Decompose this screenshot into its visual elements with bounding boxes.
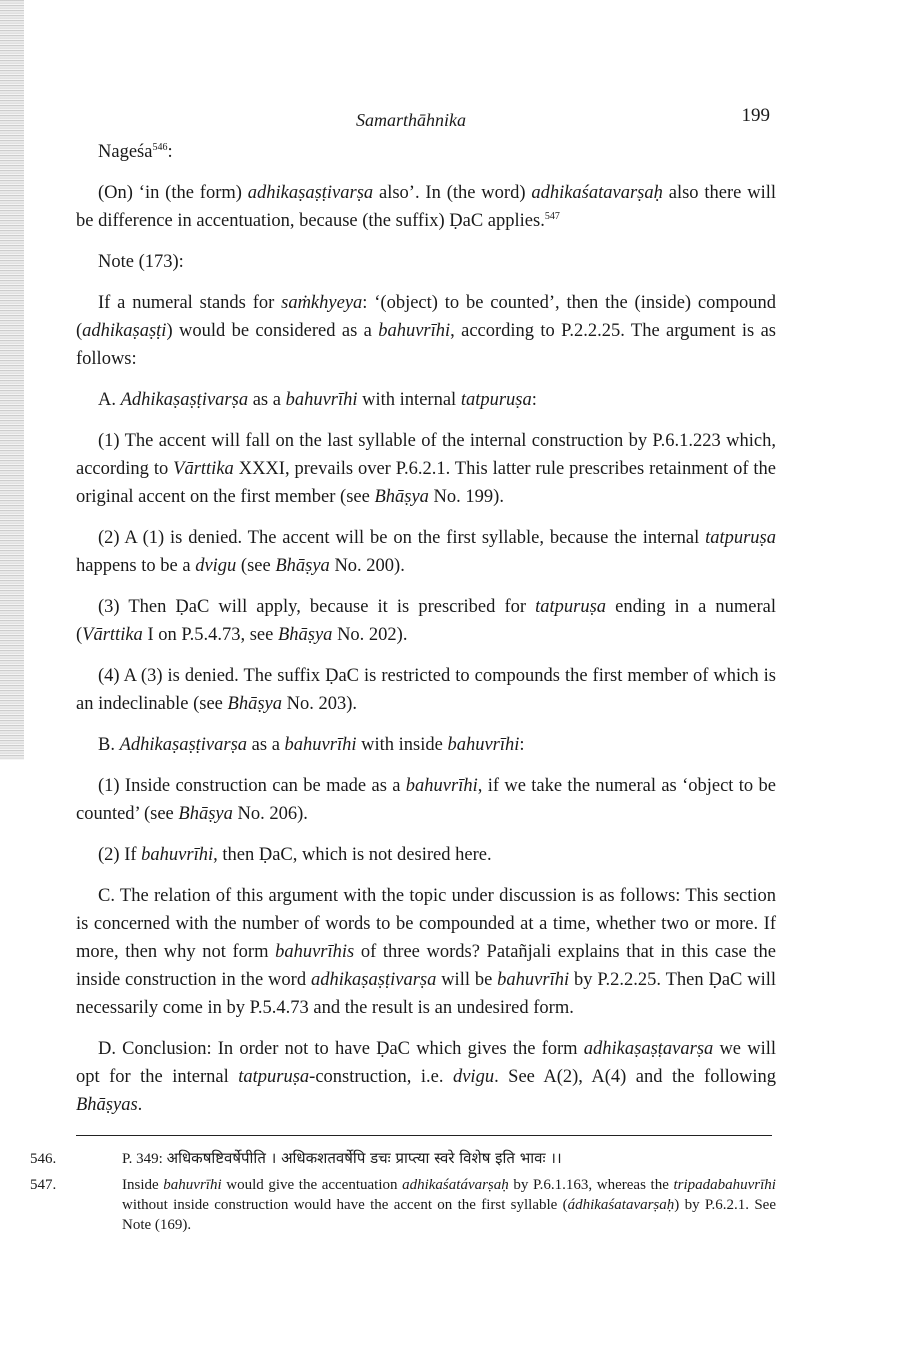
footnote-divider xyxy=(76,1135,772,1136)
section-a-heading: A. Adhikaṣaṣṭivarṣa as a bahuvrīhi with internal tatpuruṣa: xyxy=(98,390,537,410)
page-header xyxy=(76,98,776,138)
page-number: 199 xyxy=(741,105,770,126)
section-a-point-1: (1) The accent will fall on the last syllable of the internal construction by P.6.1.223 which, according to Vārttika XXXI, prevails over P.6.2.1. This latter rule prescribes retainment of the original accent on the first member (see Bhāṣya No. 199). xyxy=(76,431,777,507)
section-b-point-2: (2) If bahuvrīhi, then ḌaC, which is not desired here. xyxy=(98,845,492,865)
nagesa-heading: Nageśa$^{546}$: xyxy=(98,141,173,162)
footnote-ref-546[interactable]: 546 xyxy=(152,141,168,153)
note-heading: Note (173): xyxy=(98,252,184,272)
section-a-point-4: (4) A (3) is denied. The suffix ḌaC is restricted to compounds the first member of which is an indeclinable (see Bhāṣya No. 203). xyxy=(76,666,776,714)
page xyxy=(30,98,777,1241)
section-c: C. The relation of this argument with the topic under discussion is as follows: This section is concerned with the number of words to be compounded at a time, whether two or more. If more, then why not form bahuvrīhis of three words? Patañjali explains that in this case the inside construction in the word adhikaṣaṣṭivarṣa will be bahuvrīhi by P.2.2.25. Then ḌaC will necessarily come in by P.5.4.73 and the result is an undesired form. xyxy=(76,886,777,1018)
section-a-point-2: (2) A (1) is denied. The accent will be on the first syllable, because the internal tatpuruṣa happens to be a dvigu (see Bhāṣya No. 200). xyxy=(76,528,776,576)
paragraph-nagesa: (On) ‘in (the form) adhikaṣaṣṭivarṣa also’. In (the word) adhikaśatavarṣaḥ also there will be difference in accentuation, because (the suffix) ḌaC applies.$^{547}$ xyxy=(76,183,776,231)
scan-edge-shadow xyxy=(0,0,24,760)
footnote-ref-547[interactable]: 547 xyxy=(544,210,560,222)
paragraph-note: If a numeral stands for saṁkhyeya: ‘(object) to be counted’, then the (inside) compound (adhikaṣaṣṭi) would be considered as a bahuvrīhi, according to P.2.2.25. The argument is as follows: xyxy=(76,293,777,369)
section-b-heading: B. Adhikaṣaṣṭivarṣa as a bahuvrīhi with inside bahuvrīhi: xyxy=(98,735,525,755)
footnote-547: 547. Inside bahuvrīhi would give the accentuation adhikaśatávarṣaḥ by P.6.1.163, whereas the tripadabahuvrīhi without inside construction would have the accent on the first syllable (ádhikaśatavarṣaḥ) by P.6.2.1. See Note (169). xyxy=(30,1177,776,1233)
section-a-point-3: (3) Then ḌaC will apply, because it is prescribed for tatpuruṣa ending in a numeral (Vārttika I on P.5.4.73, see Bhāṣya No. 202). xyxy=(76,597,776,645)
section-d-conclusion: D. Conclusion: In order not to have ḌaC which gives the form adhikaṣaṣṭavarṣa we will opt for the internal tatpuruṣa-construction, i.e. dvigu. See A(2), A(4) and the following Bhāṣyas. xyxy=(76,1039,776,1115)
section-b-point-1: (1) Inside construction can be made as a bahuvrīhi, if we take the numeral as ‘object to be counted’ (see Bhāṣya No. 206). xyxy=(76,776,776,824)
footnote-546: 546. P. 349: अधिकषष्टिवर्षेपीति । अधिकशतवर्षेपि डचः प्राप्त्या स्वरे विशेष इति भावः ।। xyxy=(30,1149,562,1167)
running-title: Samarthāhnika xyxy=(356,110,466,130)
